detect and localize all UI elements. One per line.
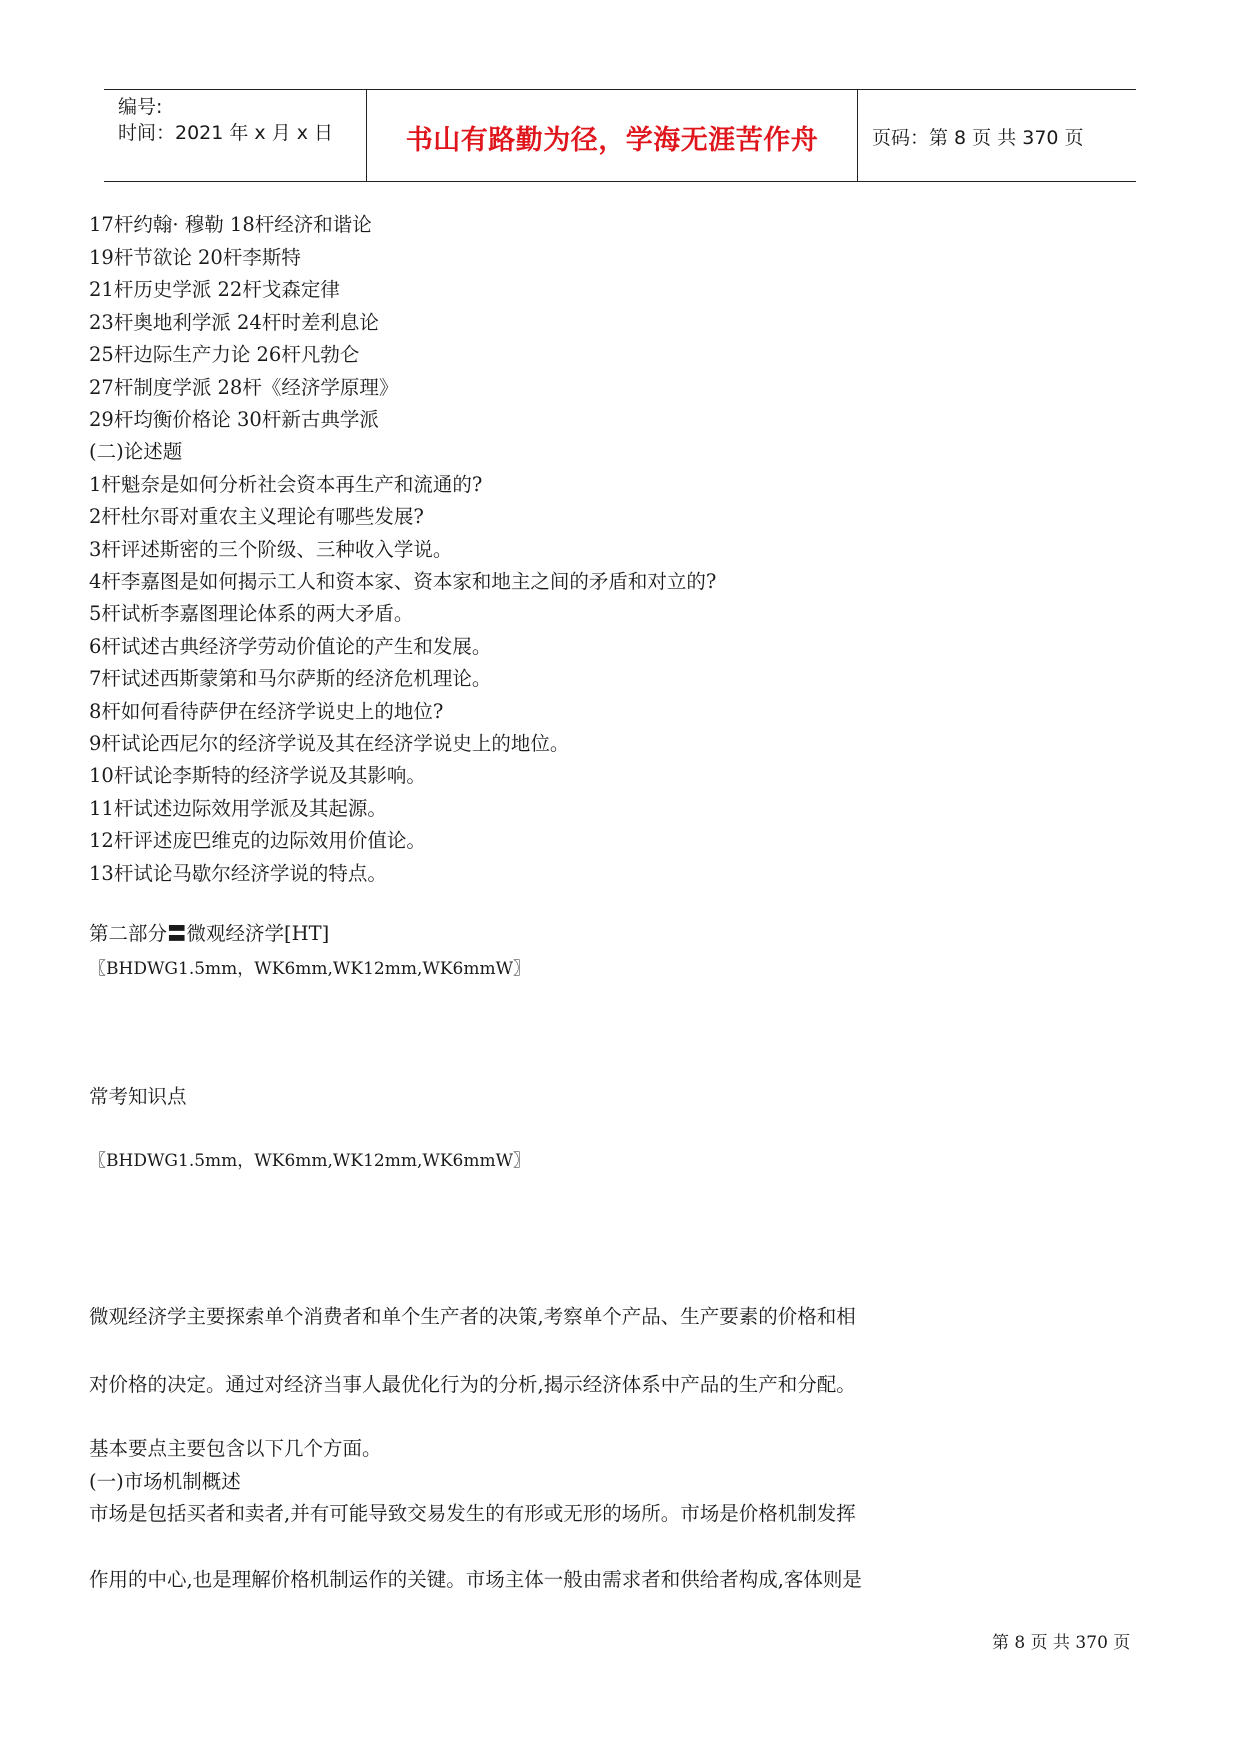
paragraph-line: 市场是包括买者和卖者,并有可能导致交易发生的有形或无形的场所。市场是价格机制发挥 [89,1502,856,1525]
paragraph-line: 对价格的决定。通过对经济当事人最优化行为的分析,揭示经济体系中产品的生产和分配。 [89,1373,856,1396]
term-line: 29杆均衡价格论 30杆新古典学派 [89,408,379,431]
header-motto-cell [367,90,858,181]
question-line: 6杆试述古典经济学劳动价值论的产生和发展。 [89,635,492,658]
time-label: 时间：2021 年 x 月 x 日 [118,122,334,144]
typeset-code: 〖BHDWG1.5mm，WK6mm,WK12mm,WK6mmW〗 [89,959,531,979]
section-heading: (二)论述题 [89,440,183,463]
subsection-heading: 常考知识点 [89,1085,187,1108]
term-line: 17杆约翰· 穆勒 18杆经济和谐论 [89,213,372,236]
term-line: 19杆节欲论 20杆李斯特 [89,246,301,269]
question-line: 8杆如何看待萨伊在经济学说史上的地位? [89,700,444,723]
page-header [104,89,1136,182]
motto-text: 书山有路勤为径，学海无涯苦作舟 [405,125,819,156]
page-info: 页码：第 8 页 共 370 页 [872,127,1084,149]
term-line: 25杆边际生产力论 26杆凡勃仑 [89,343,360,366]
header-page-cell [858,90,1136,181]
term-line: 27杆制度学派 28杆《经济学原理》 [89,376,399,399]
question-line: 13杆试论马歇尔经济学说的特点。 [89,862,387,885]
question-line: 3杆评述斯密的三个阶级、三种收入学说。 [89,538,453,561]
number-label: 编号: [118,96,163,118]
typeset-code: 〖BHDWG1.5mm，WK6mm,WK12mm,WK6mmW〗 [89,1151,531,1171]
paragraph-line: 作用的中心,也是理解价格机制运作的关键。市场主体一般由需求者和供给者构成,客体则是 [89,1568,862,1591]
page-footer: 第 8 页 共 370 页 [992,1633,1131,1653]
header-meta-cell [104,90,367,181]
term-line: 23杆奥地利学派 24杆时差利息论 [89,311,379,334]
question-line: 5杆试析李嘉图理论体系的两大矛盾。 [89,602,414,625]
paragraph-line: 微观经济学主要探索单个消费者和单个生产者的决策,考察单个产品、生产要素的价格和相 [89,1305,856,1328]
question-line: 7杆试述西斯蒙第和马尔萨斯的经济危机理论。 [89,667,492,690]
part-heading: 第二部分〓微观经济学[HT] [89,922,330,945]
question-line: 4杆李嘉图是如何揭示工人和资本家、资本家和地主之间的矛盾和对立的? [89,570,717,593]
question-line: 1杆魁奈是如何分析社会资本再生产和流通的? [89,473,483,496]
term-line: 21杆历史学派 22杆戈森定律 [89,278,340,301]
question-line: 11杆试述边际效用学派及其起源。 [89,797,387,820]
question-line: 9杆试论西尼尔的经济学说及其在经济学说史上的地位。 [89,732,570,755]
paragraph-line: 基本要点主要包含以下几个方面。 [89,1437,382,1460]
question-line: 10杆试论李斯特的经济学说及其影响。 [89,764,426,787]
question-line: 12杆评述庞巴维克的边际效用价值论。 [89,829,426,852]
section-heading: (一)市场机制概述 [89,1470,241,1493]
question-line: 2杆杜尔哥对重农主义理论有哪些发展? [89,505,424,528]
